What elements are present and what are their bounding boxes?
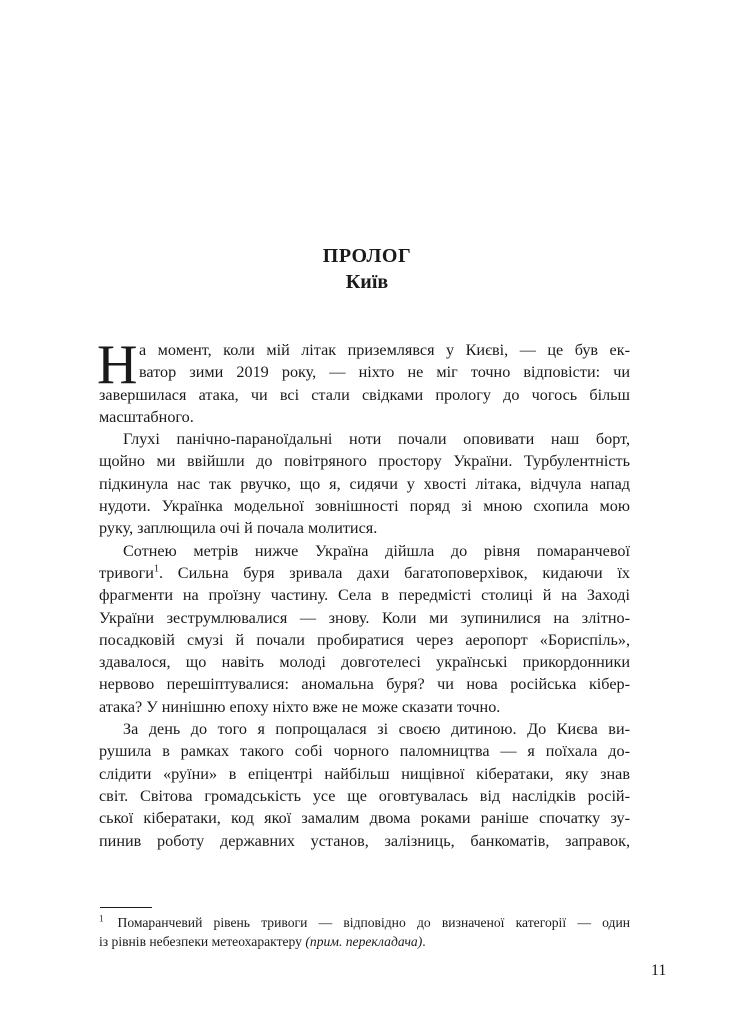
- text-line: фрагменти на проїзну частину. Села в передмісті столиці й на Заході: [99, 586, 630, 605]
- text-fragment: Сильна буря зривала дахи багатоповерхівок, кидаючи їх: [163, 563, 630, 582]
- text-line: світ. Світова громадськість усе ще оговтувалась від наслідків росій-: [99, 786, 630, 805]
- chapter-title: ПРОЛОГ: [322, 245, 412, 267]
- footnote-line: [99, 913, 630, 932]
- footnote-reference[interactable]: 1: [153, 563, 159, 575]
- text-line: України зеструмлювалися — знову. Коли ми зупинилися на злітно-: [99, 608, 630, 627]
- footnote-divider: [100, 907, 152, 908]
- text-line: а момент, коли мій літак приземлявся у Києві, — це був ек-: [139, 341, 630, 359]
- chapter-heading: [0, 243, 734, 295]
- text-line: ської кібератаки, код якої замалим двома роками раніше спочатку зу-: [99, 809, 630, 828]
- text-line: слідити «руїни» в епіцентрі найбільш нищівної кібератаки, яку знав: [99, 764, 630, 783]
- text-line: Глухі панічно-параноїдальні ноти почали оповивати наш борт,: [123, 430, 630, 449]
- text-line: підкинула нас так рвучко, що я, сидячи у хвості літака, відчула напад: [99, 474, 630, 493]
- footnote-text: .: [422, 934, 426, 949]
- text-line: масштабного.: [99, 407, 194, 426]
- body-text: [97, 334, 630, 852]
- text-line: рушила в рамках такого собі чорного паломництва — я поїхала до-: [99, 742, 630, 761]
- text-line: здавалося, що навіть молоді довготелесі українські прикордонники: [99, 653, 630, 672]
- text-line: Сотнею метрів нижче Україна дійшла до рівня помаранчевої: [123, 541, 630, 560]
- text-line: щойно ми ввійшли до повітряного простору України. Турбулентність: [99, 452, 630, 471]
- text-line: руку, заплющила очі й почала молитися.: [99, 519, 378, 538]
- footnote-text: із рівнів небезпеки метеохарактеру: [99, 934, 306, 949]
- text-line: [99, 562, 630, 584]
- text-line: атака? У нинішню епоху ніхто вже не може сказати точно.: [99, 697, 501, 716]
- footnote-line: [99, 932, 630, 951]
- text-line: нервово перешіптувалися: аномальна буря? чи нова російська кібер-: [99, 675, 630, 694]
- text-fragment: .: [158, 563, 164, 582]
- text-line: пинив роботу державних установ, залізниць, банкоматів, заправок,: [99, 831, 630, 850]
- footnote-text: Помаранчевий рівень тривоги — відповідно до визначеної категорії — один: [117, 915, 630, 930]
- text-line: нудоти. Українка модельної зовнішності поряд зі мною схопила мою: [99, 497, 630, 516]
- text-line: завершилася атака, чи всі стали свідками прологу до чогось більш: [99, 385, 630, 404]
- chapter-subtitle: Київ: [345, 271, 389, 293]
- drop-cap: Н: [97, 334, 138, 396]
- text-fragment: тривоги: [99, 563, 154, 582]
- page-number: 11: [651, 962, 667, 979]
- footnote-number: 1: [99, 913, 104, 924]
- footnote: [99, 913, 630, 951]
- footnote-italic-text: (прим. перекладача): [305, 934, 423, 949]
- text-line: ватор зими 2019 року, — ніхто не міг точно відповісти: чи: [139, 363, 630, 382]
- text-line: посадковій смузі й почали пробиратися через аеропорт «Бориспіль»,: [99, 630, 630, 649]
- text-line: За день до того я попрощалася зі своєю дитиною. До Києва ви-: [123, 720, 630, 739]
